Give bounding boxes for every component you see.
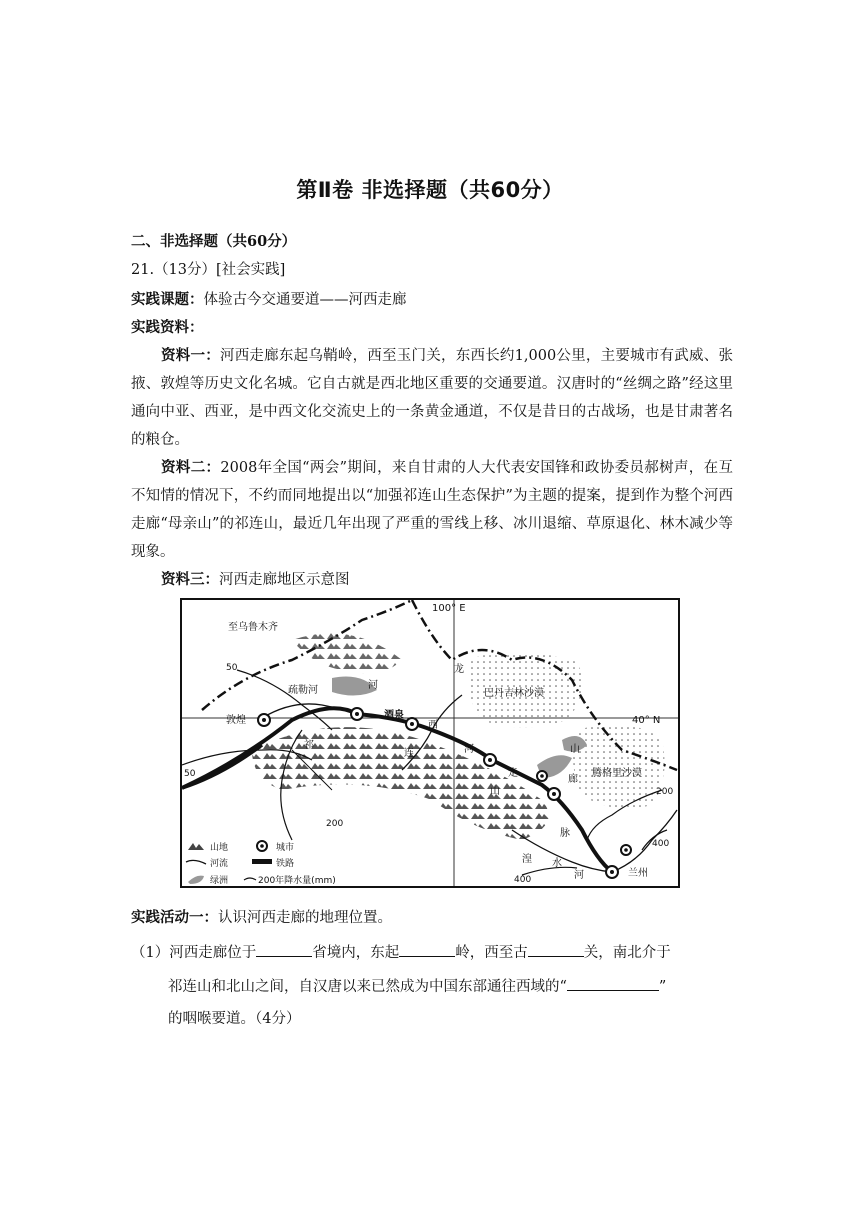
label-huang: 湟	[522, 854, 532, 865]
city-zhangye	[484, 754, 496, 766]
city-jiuquan	[406, 718, 418, 730]
legend-isohyet-symbol	[244, 878, 256, 880]
label-shan-2: 山	[570, 744, 580, 755]
question-one-part-2: 省境内，东起	[312, 945, 400, 961]
isohyet-label-f: 400	[514, 875, 532, 885]
isohyet-50-north	[237, 670, 332, 730]
label-lian: 连	[404, 748, 414, 759]
label-xi: 西	[428, 720, 438, 731]
answer-blank-road[interactable]	[567, 974, 659, 991]
legend-river-symbol	[186, 860, 206, 864]
city-east	[621, 845, 631, 855]
topic-label: 实践课题：	[131, 291, 204, 308]
question-one-part-1: 河西走廊位于	[169, 945, 257, 961]
material-three-text: 河西走廊地区示意图	[219, 572, 350, 588]
label-lang: 廊	[568, 774, 578, 785]
label-he-2: 河	[574, 870, 584, 881]
question-header: 21.（13分）[社会实践]	[131, 262, 286, 278]
legend-oasis-symbol	[188, 876, 204, 884]
material-two-text: 2008年全国“两会”期间，来自甘肃的人大代表安国锋和政协委员郝树声，在互不知情的情况下，不约而同地提出以“加强祁连山生态保护”为主题的提案，提到作为整个河西走廊“母亲山”的祁连山，最近几年出现了严重的雪线上移、冰川退缩、草原退化、林木减少等现象。	[131, 460, 734, 560]
topic-text: 体验古今交通要道——河西走廊	[203, 292, 407, 308]
city-dunhuang	[258, 714, 270, 726]
label-badain: 巴丹吉林沙漠	[484, 688, 544, 699]
meridian-label: 100° E	[432, 603, 466, 614]
label-shan: 山	[490, 786, 500, 797]
answer-blank-province[interactable]	[256, 940, 312, 957]
legend-railway: 铁路	[276, 859, 295, 869]
isohyet-label-d: 200	[656, 787, 674, 797]
label-shui: 水	[552, 858, 562, 869]
legend-mountain-symbol	[188, 843, 204, 850]
question-one-line-2b: ”	[658, 979, 667, 995]
legend-river: 河流	[210, 859, 229, 869]
material-one-text: 河西走廊东起乌鞘岭，西至玉门关，东西长约1,000公里，主要城市有武威、张掖、敦煌等历史文化名城。它自古就是西北地区重要的交通要道。汉唐时的“丝绸之路”经这里通向中亚、西亚，是中西文化交流史上的一条黄金通道，不仅是昔日的古战场，也是甘肃著名的粮仓。	[131, 348, 734, 448]
answer-blank-pass[interactable]	[528, 940, 584, 957]
question-one-line-3: 的咽喉要道。（4分）	[168, 1011, 301, 1027]
activity-one	[131, 908, 392, 928]
city-lanzhou	[606, 866, 618, 878]
label-shule: 疏勒河	[288, 685, 318, 696]
parallel-label: 40° N	[632, 715, 661, 726]
legend-mountain: 山地	[210, 843, 229, 853]
label-zou: 走	[508, 768, 518, 779]
map-legend	[186, 841, 336, 886]
isohyet-label-c: 200	[326, 819, 344, 829]
label-long: 龙	[454, 664, 464, 675]
isohyet-label-a: 50	[226, 663, 238, 673]
activity-one-text: 认识河西走廊的地理位置。	[218, 910, 392, 926]
label-urumqi: 至乌鲁木齐	[228, 622, 278, 633]
map-svg	[182, 600, 678, 886]
city-jinchang	[537, 771, 547, 781]
label-he-1: 河	[368, 680, 378, 691]
question-one-number: （1）	[131, 945, 170, 961]
question-one-line-2	[168, 970, 666, 1004]
label-dunhuang: 敦煌	[226, 715, 246, 726]
label-he-3: 河	[464, 744, 474, 755]
section-heading: 二、非选择题（共60分）	[131, 233, 297, 250]
legend-city-symbol	[257, 841, 267, 851]
label-qi: 祁	[304, 740, 314, 751]
city-yumen	[351, 708, 363, 720]
legend-city: 城市	[276, 843, 295, 853]
tengger-desert	[573, 724, 664, 808]
north-mountains	[292, 633, 402, 673]
qilian-mountains	[252, 727, 549, 840]
question-one-line-1	[131, 936, 671, 970]
material-one-label: 资料一：	[161, 347, 220, 364]
isohyet-400-south	[522, 867, 577, 875]
label-mai: 脉	[560, 828, 570, 839]
hexi-corridor-map	[180, 598, 680, 888]
materials-label: 实践资料：	[131, 319, 204, 336]
question-one-line-2a: 祁连山和北山之间，自汉唐以来已然成为中国东部通往西域的“	[168, 979, 567, 995]
material-three-label: 资料三：	[161, 571, 219, 588]
question-one-part-3: 岭，西至古	[455, 945, 528, 961]
legend-railway-symbol	[252, 859, 272, 864]
material-two-label: 资料二：	[161, 459, 221, 476]
material-two	[131, 454, 733, 566]
question-one-part-4: 关，南北介于	[583, 945, 671, 961]
legend-isohyet: 200年降水量(mm)	[258, 876, 336, 886]
isohyet-label-e: 400	[652, 839, 670, 849]
label-jiuquan: 酒泉	[384, 710, 404, 721]
isohyet-label-b: 50	[184, 769, 196, 779]
legend-oasis: 绿洲	[210, 876, 229, 886]
label-tengger: 腾格里沙漠	[592, 768, 642, 779]
label-lanzhou: 兰州	[628, 868, 648, 879]
activity-one-label: 实践活动一：	[131, 909, 218, 926]
answer-blank-ridge[interactable]	[399, 940, 455, 957]
page-title: 第Ⅱ卷 非选择题（共60分）	[296, 178, 564, 202]
city-wuwei	[548, 788, 560, 800]
topic-line	[131, 290, 407, 310]
material-one	[131, 342, 733, 454]
material-three	[131, 566, 733, 594]
